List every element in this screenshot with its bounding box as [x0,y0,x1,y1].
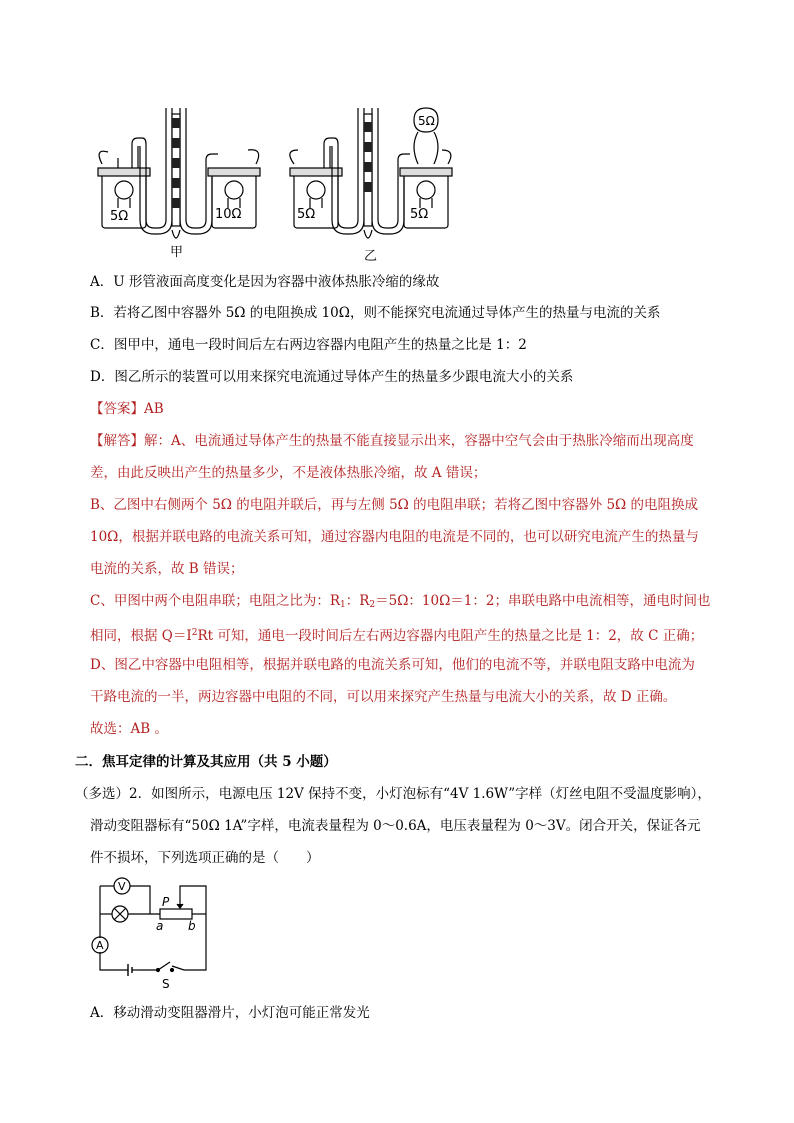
figure-label-jia: 甲 [170,245,184,260]
resistor-label: 5Ω [110,209,129,224]
analysis-line: 干路电流的一半，两边容器中电阻的不同，可以用来探究产生热量与电流大小的关系，故 D 正确。 [90,689,677,705]
option-c: C．图甲中，通电一段时间后左右两边容器内电阻产生的热量之比是 1：2 [90,337,527,353]
answer-line [90,399,164,419]
joule-apparatus-figure [88,100,468,262]
resistor-label: 5Ω [418,114,435,128]
q2-option-a: A．移动滑动变阻器滑片，小灯泡可能正常发光 [90,1005,370,1021]
end-a-label: a [156,919,164,933]
section-heading: 二．焦耳定律的计算及其应用（共 5 小题） [75,754,337,770]
analysis-line: 差，由此反映出产生的热量多少，不是液体热胀冷缩，故 A 错误； [90,465,487,481]
resistor-label: 10Ω [215,207,242,222]
analysis-line: 电流的关系，故 B 错误； [90,561,244,577]
analysis-line: D、图乙中容器中电阻相等，根据并联电路的电流关系可知，他们的电流不等，并联电阻支路中电流为 [90,657,695,673]
analysis-tag: 【解答】 [90,433,144,449]
switch-label: S [162,977,170,991]
analysis-line: B、乙图中右侧两个 5Ω 的电阻并联后，再与左侧 5Ω 的电阻串联；若将乙图中容器外 5Ω 的电阻换成 [90,497,699,513]
analysis-line: 【解答】解：A、电流通过导体产生的热量不能直接显示出来，容器中空气会由于热胀冷缩而出现高度 [90,433,694,449]
question2-line: 滑动变阻器标有“50Ω 1A”字样，电流表量程为 0～0.6A，电压表量程为 0～3V。闭合开关，保证各元 [90,818,701,834]
ammeter-label: A [96,939,104,952]
analysis-line: 故选：AB 。 [90,721,168,737]
analysis-line: 相同，根据 $Q=I^2Rt$ 可知，通电一段时间后左右两边容器内电阻产生的热量之比是 1：2，故 C 正确； [90,628,704,644]
analysis-line: 10Ω，根据并联电路的电流关系可知，通过容器内电阻的电流是不同的，也可以研究电流产生的热量与 [90,529,699,545]
answer-tag: 【答案】 [90,401,144,417]
end-b-label: b [188,919,196,933]
slider-label: P [162,895,170,909]
circuit-diagram [88,874,218,992]
option-b: B．若将乙图中容器外 5Ω 的电阻换成 10Ω，则不能探究电流通过导体产生的热量与电流的关系 [90,305,661,321]
resistor-label: 5Ω [410,207,429,222]
answer-value: AB [144,401,164,417]
question2-line: （多选）2．如图所示，电源电压 12V 保持不变，小灯泡标有“4V 1.6W”字样（灯丝电阻不受温度影响）， [75,786,711,802]
option-d: D．图乙所示的装置可以用来探究电流通过导体产生的热量多少跟电流大小的关系 [90,369,574,385]
figure-label-yi: 乙 [364,249,378,262]
voltmeter-label: V [118,880,126,893]
analysis-line: C、甲图中两个电阻串联；电阻之比为：$R_1$：$R_2=5\Omega$：10Ω＝1：2；串联电路中电流相等，通电时间也 [90,593,711,610]
option-a: A．U 形管液面高度变化是因为容器中液体热胀冷缩的缘故 [90,274,440,290]
resistor-label: 5Ω [297,207,316,222]
question2-line: 件不损坏，下列选项正确的是（ ） [90,850,320,866]
